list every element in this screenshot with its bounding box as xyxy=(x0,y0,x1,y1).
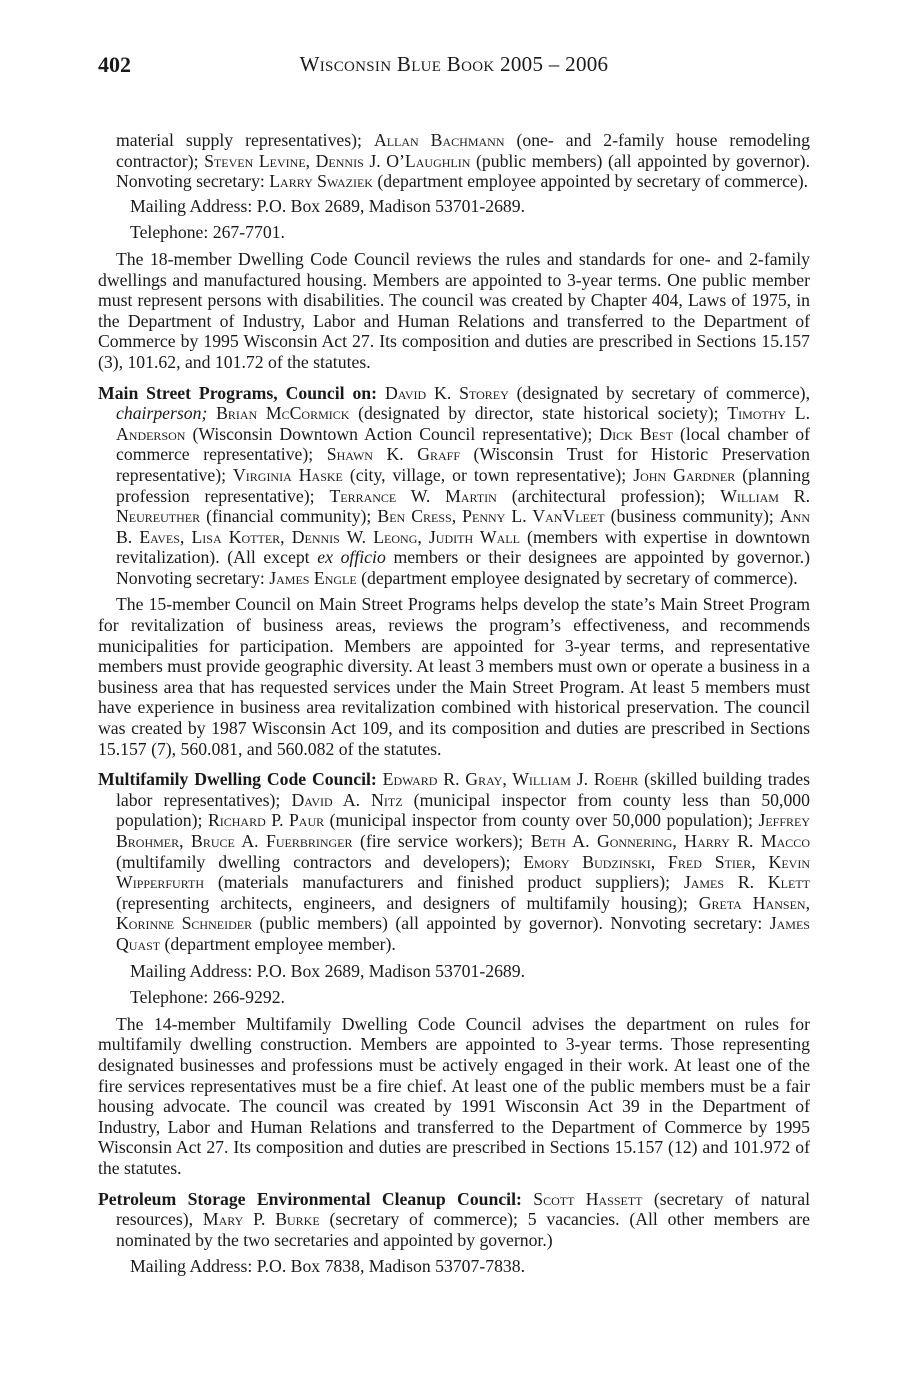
main-street-council-entry xyxy=(98,383,810,760)
member-names: John Gardner xyxy=(633,464,736,485)
running-head: Wisconsin Blue Book 2005 – 2006 xyxy=(299,52,609,76)
member-names: Mary P. Burke xyxy=(202,1209,320,1230)
entry-heading: Multifamily Dwelling Code Council: xyxy=(98,769,377,790)
page-number: 402 xyxy=(98,52,131,77)
member-names: James Engle xyxy=(269,567,357,588)
member-names: Shawn K. Graff xyxy=(326,444,461,465)
member-names: David A. Nitz xyxy=(291,789,403,810)
member-names: James R. Klett xyxy=(683,872,810,893)
ex-officio-term: ex officio xyxy=(317,547,386,568)
member-names: David K. Storey xyxy=(384,382,509,403)
member-names: James Quast xyxy=(116,913,810,954)
member-names: Allan Bachmann xyxy=(373,130,505,150)
member-names: Richard P. Paur xyxy=(207,810,325,831)
member-names: Ben Cress, Penny L. VanVleet xyxy=(377,506,605,527)
page-body xyxy=(98,130,810,1277)
member-names: Edward R. Gray, William J. Roehr xyxy=(382,769,639,790)
member-names: Greta Hansen, Korinne Schneider xyxy=(116,892,810,934)
member-names: Scott Hassett xyxy=(533,1188,643,1209)
mailing-address: Mailing Address: P.O. Box 2689, Madison 53701-2689. xyxy=(130,195,526,216)
member-names: Brian McCormick xyxy=(216,403,350,424)
petroleum-members: Petroleum Storage Environmental Cleanup Council: Scott Hassett (secretary of natural resources), Mary P. Burke (secretary of commerce); 5 vacancies. (All other members are nominated by the two secretaries and appointed by governor.) xyxy=(98,1188,811,1250)
member-names: Ann B. Eaves, Lisa Kotter, Dennis W. Leong, Judith Wall xyxy=(116,506,811,547)
entry-heading: Main Street Programs, Council on: xyxy=(98,382,378,403)
mailing-address: Mailing Address: P.O. Box 7838, Madison 53707-7838. xyxy=(130,1256,526,1277)
member-names: Dick Best xyxy=(599,423,673,444)
member-names: Emory Budzinski, Fred Stier, Kevin Wipperfurth xyxy=(116,851,810,893)
main-street-members: Main Street Programs, Council on: David K. Storey (designated by secretary of commerce), chairperson; Brian McCormick (designated by director, state historical society); Timothy L. Anderson (Wisconsin Downtown Action Council representative); Dick Best (local chamber of commerce representative); Shawn K. Graff (Wisconsin Trust for Historic Preservation representative); Virginia Haske (city, village, or town representative); John Gardner (planning profession representative); Terrance W. Martin (architectural profession); William R. Neureuther (financial community); Ben Cress, Penny L. VanVleet (business community); Ann B. Eaves, Lisa Kotter, Dennis W. Leong, Judith Wall (members with expertise in downtown revitalization). (All except ex officio members or their designees are appointed by governor.) Nonvoting secretary: James Engle (department employee designated by secretary of commerce). xyxy=(98,382,811,588)
telephone: Telephone: 267-7701. xyxy=(130,222,285,243)
member-names: Timothy L. Anderson xyxy=(116,403,811,444)
chairperson-label: chairperson; xyxy=(116,403,208,424)
entry-heading: Petroleum Storage Environmental Cleanup Council: xyxy=(98,1188,522,1209)
petroleum-council-entry xyxy=(98,1189,810,1277)
member-names: Beth A. Gonnering, Harry R. Macco xyxy=(530,831,810,851)
council-description: The 18-member Dwelling Code Council reviews the rules and standards for one- and 2-family dwellings and manufactured housing. Members are appointed to 3-year terms. One public member must represent persons with disabilities. The council was created by Chapter 404, Laws of 1975, in the Department of Industry, Labor and Human Relations and transferred to the Department of Commerce by 1995 Wisconsin Act 27. Its composition and duties are prescribed in Sections 15.157 (3), 101.62, and 101.72 of the statutes. xyxy=(98,248,810,372)
council-description: The 15-member Council on Main Street Programs helps develop the state’s Main Street Program for revitalization of business areas, reviews the program’s effectiveness, and recommends municipalities for participation. Members are appointed for 3-year terms, and representative members must provide geographic diversity. At least 3 members must own or operate a business in a business area that has requested services under the Main Street Program. At least 5 members must have experience in business area revitalization combined with historical preservation. The council was created by 1987 Wisconsin Act 109, and its composition and duties are prescribed in Sections 15.157 (7), 560.081, and 560.082 of the statutes. xyxy=(98,594,810,759)
member-names: William R. Neureuther xyxy=(116,485,811,527)
dwelling-code-council-entry xyxy=(98,130,810,373)
mailing-address: Mailing Address: P.O. Box 2689, Madison 53701-2689. xyxy=(130,960,526,981)
telephone: Telephone: 266-9292. xyxy=(130,987,285,1008)
dwelling-members-continued: material supply representatives); Allan Bachmann (one- and 2-family house remodeling contractor); Steven Levine, Dennis J. O’Laughlin (public members) (all appointed by governor). Nonvoting secretary: Larry Swaziek (department employee appointed by secretary of commerce). xyxy=(116,130,810,192)
member-names: Larry Swaziek xyxy=(269,171,373,192)
member-names: Steven Levine, Dennis J. O’Laughlin xyxy=(204,150,471,171)
multifamily-members: Multifamily Dwelling Code Council: Edward R. Gray, William J. Roehr (skilled building trades labor representatives); David A. Nitz (municipal inspector from county less than 50,000 population); Richard P. Paur (municipal inspector from county over 50,000 population); Jeffrey Brohmer, Bruce A. Fuerbringer (fire service workers); Beth A. Gonnering, Harry R. Macco (multifamily dwelling contractors and developers); Emory Budzinski, Fred Stier, Kevin Wipperfurth (materials manufacturers and finished product suppliers); James R. Klett (representing architects, engineers, and designers of multifamily housing); Greta Hansen, Korinne Schneider (public members) (all appointed by governor). Nonvoting secretary: James Quast (department employee member). xyxy=(98,769,811,954)
member-names: Virginia Haske xyxy=(233,464,343,485)
member-names: Terrance W. Martin xyxy=(329,485,497,506)
council-description: The 14-member Multifamily Dwelling Code Council advises the department on rules for multifamily dwelling construction. Members are appointed to 3-year terms. Those representing designated businesses and professions must be actively engaged in their work. At least one of the fire services representatives must be a fire chief. At least one of the public members must be a fair housing advocate. The council was created by 1991 Wisconsin Act 39 in the Department of Industry, Labor and Human Relations and transferred to the Department of Commerce by 1995 Wisconsin Act 27. Its composition and duties are prescribed in Sections 15.157 (12) and 101.972 of the statutes. xyxy=(98,1013,810,1178)
multifamily-council-entry xyxy=(98,769,810,1178)
page-header xyxy=(98,52,810,82)
member-names: Jeffrey Brohmer, Bruce A. Fuerbringer xyxy=(116,810,810,851)
